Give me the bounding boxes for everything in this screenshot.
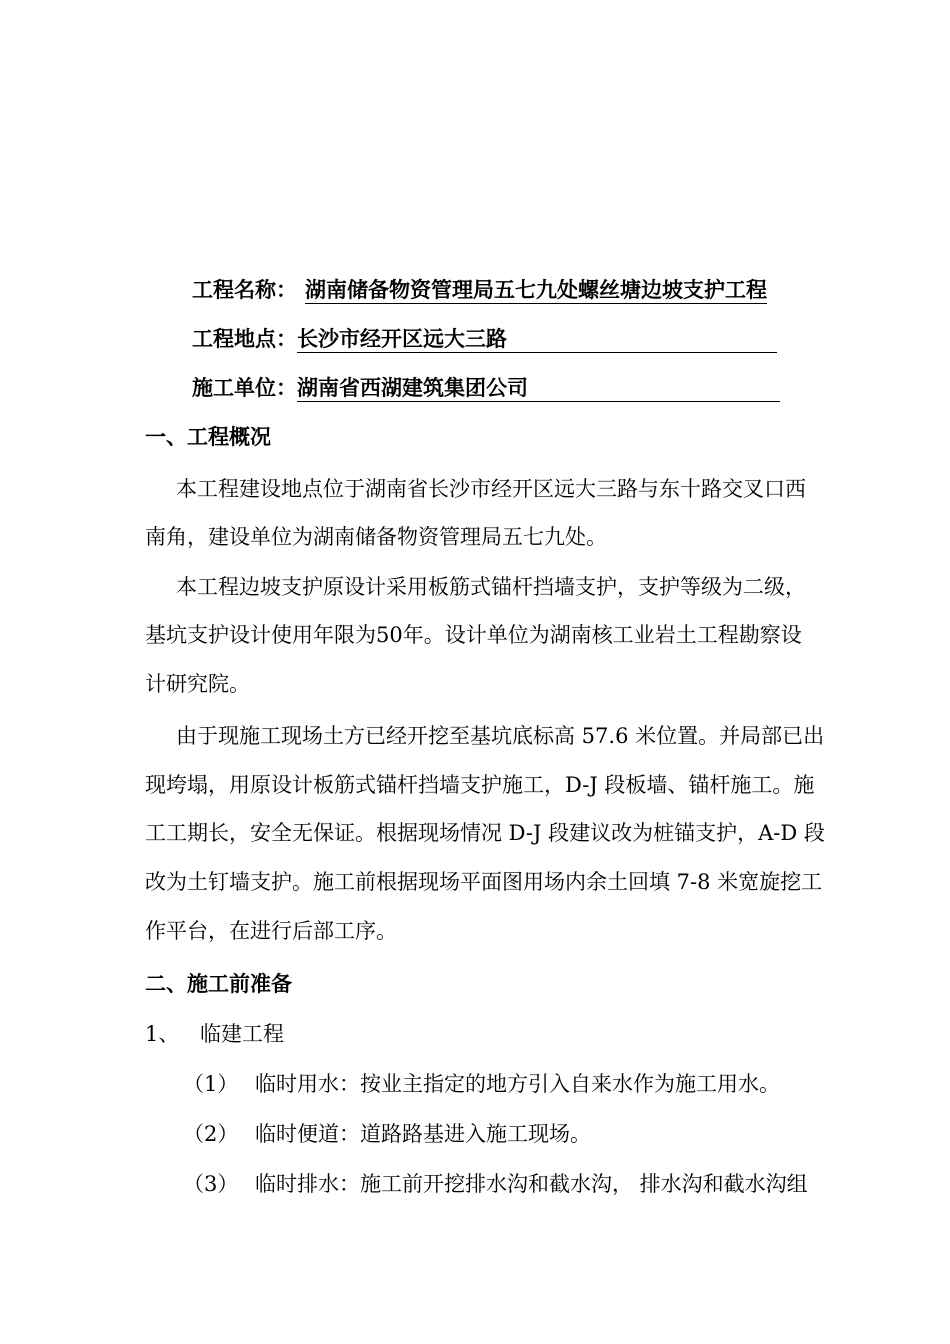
- section1-p2-line2: 基坑支护设计使用年限为50年。设计单位为湖南核工业岩土工程勘察设: [145, 623, 802, 647]
- sub2-text: 临时便道：道路路基进入施工现场。: [255, 1122, 591, 1146]
- sub3-number: （3）: [183, 1172, 239, 1196]
- construction-unit-row: [192, 373, 780, 403]
- section2-sub3: [183, 1169, 808, 1199]
- item1-text: 临建工程: [200, 1022, 284, 1046]
- project-name-label: 工程名称：: [192, 277, 297, 302]
- section1-p1-line1: 本工程建设地点位于湖南省长沙市经开区远大三路与东十路交叉口西: [176, 477, 806, 501]
- sub3-text: 临时排水：施工前开挖排水沟和截水沟， 排水沟和截水沟组: [255, 1172, 808, 1196]
- project-name-row: [192, 275, 767, 305]
- section1-p2-line3: 计研究院。: [145, 672, 250, 696]
- section2-sub1: [183, 1069, 780, 1099]
- section1-title: 一、工程概况: [145, 424, 271, 449]
- construction-unit-value: 湖南省西湖建筑集团公司: [297, 375, 780, 402]
- section1-p3-line3: 工工期长，安全无保证。根据现场情况 D-J 段建议改为桩锚支护，A-D 段: [145, 821, 825, 845]
- sub1-number: （1）: [183, 1072, 239, 1096]
- item1-number: 1、: [145, 1022, 180, 1046]
- sub1-text: 临时用水：按业主指定的地方引入自来水作为施工用水。: [255, 1072, 780, 1096]
- section1-p3-line5: 作平台，在进行后部工序。: [145, 919, 397, 943]
- project-location-row: [192, 324, 777, 354]
- section1-p2-line1: 本工程边坡支护原设计采用板筋式锚杆挡墙支护，支护等级为二级，: [176, 575, 806, 599]
- construction-unit-label: 施工单位：: [192, 375, 297, 400]
- section2-item1: [145, 1019, 284, 1049]
- section2-sub2: [183, 1119, 591, 1149]
- section2-title: 二、施工前准备: [145, 971, 292, 996]
- sub2-number: （2）: [183, 1122, 239, 1146]
- project-name-value: 湖南储备物资管理局五七九处螺丝塘边坡支护工程: [305, 277, 767, 302]
- section1-p3-line4: 改为土钉墙支护。施工前根据现场平面图用场内余土回填 7-8 米宽旋挖工: [145, 870, 823, 894]
- section1-p1-line2: 南角，建设单位为湖南储备物资管理局五七九处。: [145, 525, 607, 549]
- project-location-value: 长沙市经开区远大三路: [297, 326, 777, 353]
- section1-p3-line2: 现垮塌，用原设计板筋式锚杆挡墙支护施工，D-J 段板墙、锚杆施工。施: [145, 773, 815, 797]
- section1-p3-line1: 由于现施工现场土方已经开挖至基坑底标高 57.6 米位置。并局部已出: [176, 724, 825, 748]
- project-location-label: 工程地点：: [192, 326, 297, 351]
